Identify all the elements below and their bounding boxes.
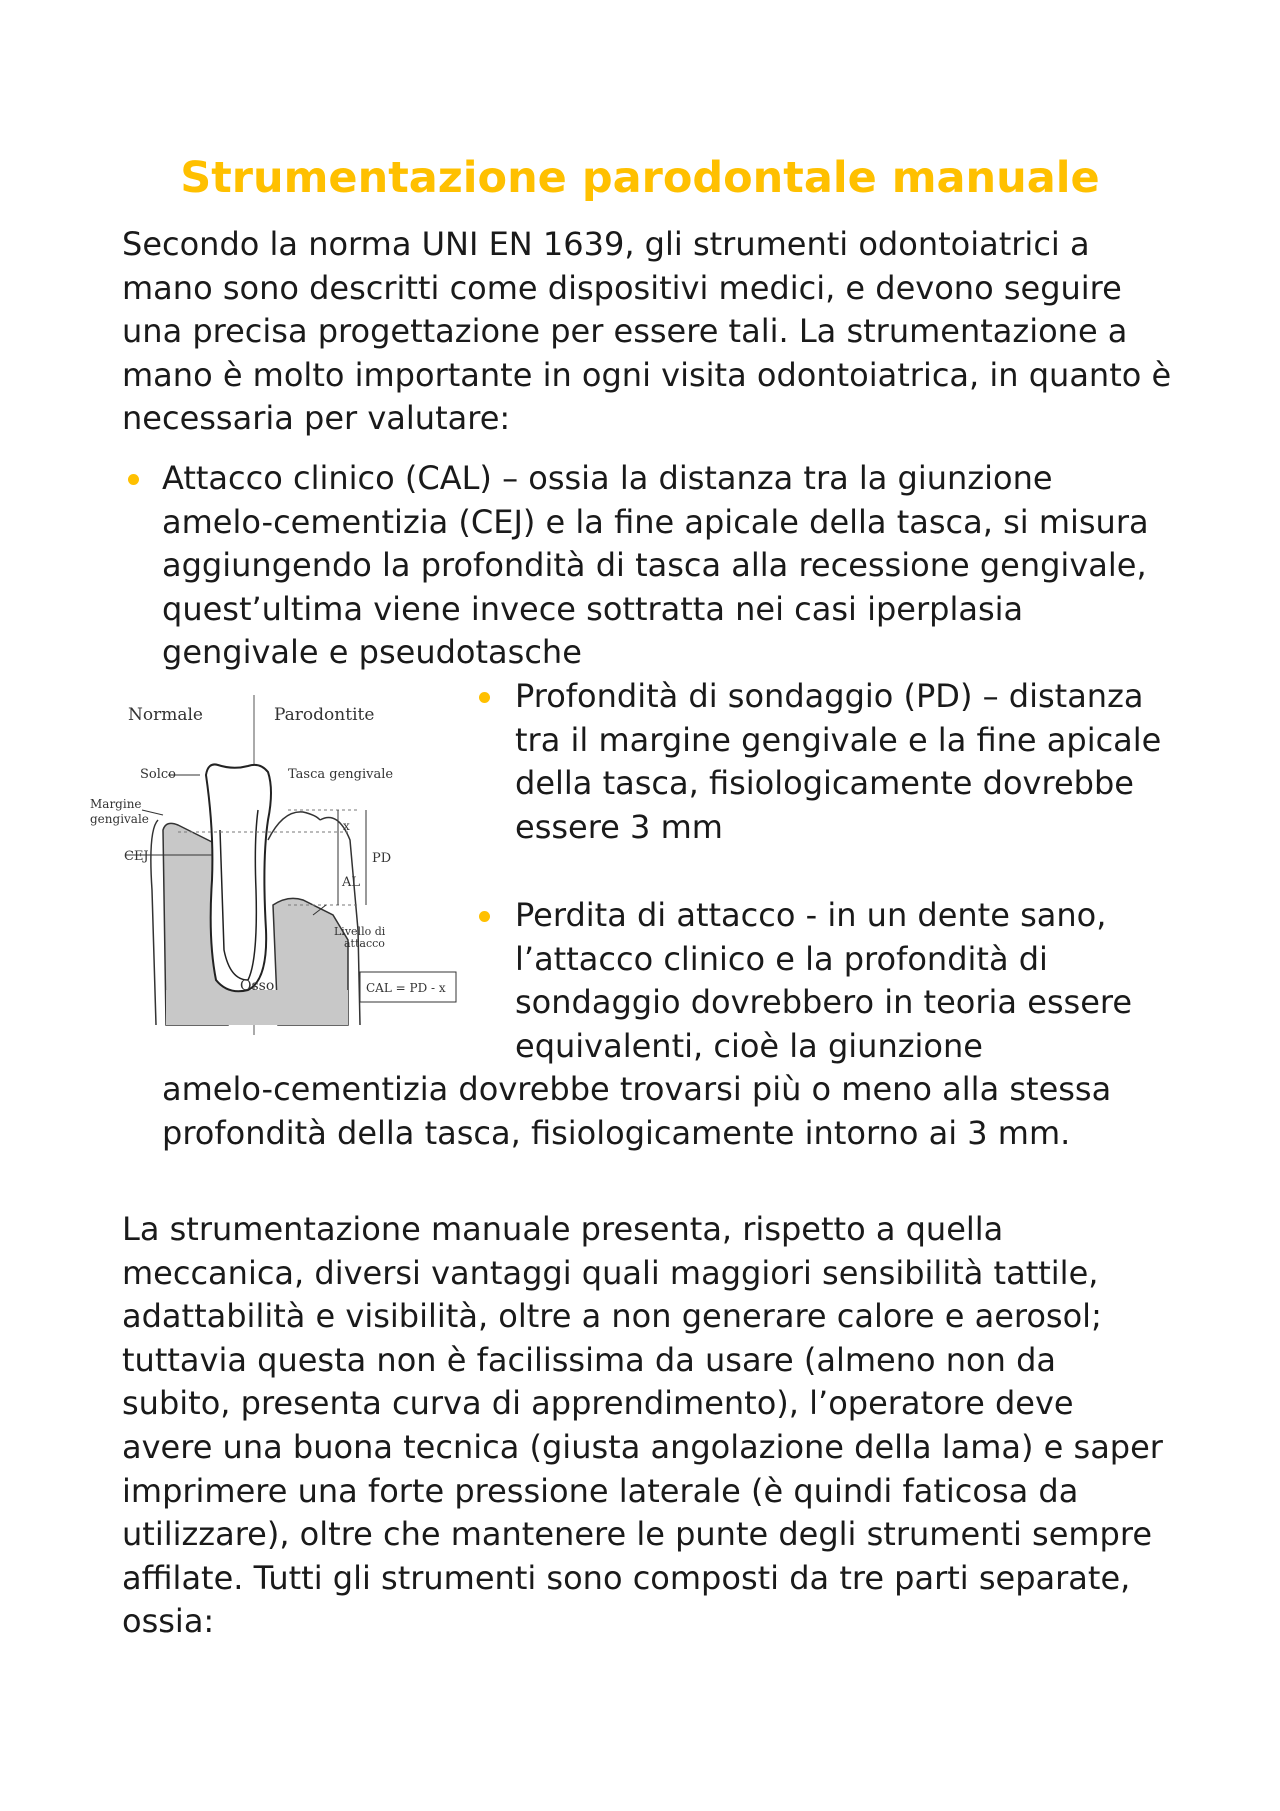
bullet-dot-icon: [479, 692, 490, 703]
bullet-pd: Profondità di sondaggio (PD) – distanza tra il margine gengivale e la fine apicale della tasca, fisiologicamente dovrebbe essere 3 mm: [515, 677, 1162, 846]
periodontal-diagram: [88, 690, 458, 1040]
page-title: Strumentazione parodontale manuale: [180, 153, 1100, 203]
label-livello-2: attacco: [344, 937, 385, 950]
label-margine-1: Margine: [90, 797, 142, 811]
intro-paragraph: Secondo la norma UNI EN 1639, gli strumenti odontoiatrici a mano sono descritti come dispositivi medici, e devono seguire una precisa progettazione per essere tali. La strumentazione a mano è molto importante in ogni visita odontoiatrica, in quanto è necessaria per valutare:: [122, 225, 1172, 438]
label-solco: Solco: [140, 767, 176, 782]
bullet-dot-icon: [479, 911, 490, 922]
label-osso: Osso: [240, 978, 275, 994]
bullet-cal: Attacco clinico (CAL) – ossia la distanza tra la giunzione amelo-cementizia (CEJ) e la fine apicale della tasca, si misura aggiungendo la profondità di tasca alla recessione gengivale, quest’ultima viene invece sottratta nei casi iperplasia gengivale e pseudotasche: [162, 459, 1149, 672]
bullet-perdita-attacco-continued: amelo-cementizia dovrebbe trovarsi più o meno alla stessa profondità della tasca, fisiologicamente intorno ai 3 mm.: [162, 1070, 1112, 1152]
label-normale: Normale: [128, 705, 203, 725]
label-tasca: Tasca gengivale: [288, 767, 394, 782]
label-x: x: [343, 819, 350, 833]
label-pd: PD: [372, 851, 392, 866]
label-al: AL: [342, 875, 361, 890]
label-livello-1: Livello di: [334, 925, 386, 938]
label-parodontite: Parodontite: [274, 705, 375, 725]
bullet-perdita-attacco: Perdita di attacco - in un dente sano, l’attacco clinico e la profondità di sondaggio dovrebbero in teoria essere equivalenti, cioè la giunzione: [515, 896, 1133, 1065]
closing-paragraph: La strumentazione manuale presenta, rispetto a quella meccanica, diversi vantaggi quali maggiori sensibilità tattile, adattabilità e visibilità, oltre a non generare calore e aerosol; tuttavia questa non è facilissima da usare (almeno non da subito, presenta curva di apprendimento), l’operatore deve avere una buona tecnica (giusta angolazione della lama) e saper imprimere una forte pressione laterale (è quindi faticosa da utilizzare), oltre che mantenere le punte degli strumenti sempre affilate. Tutti gli strumenti sono composti da tre parti separate, ossia:: [122, 1210, 1163, 1641]
label-margine-2: gengivale: [90, 812, 149, 826]
label-formula: CAL = PD - x: [366, 981, 446, 995]
bullet-dot-icon: [128, 474, 139, 485]
label-cej: CEJ: [124, 849, 149, 864]
